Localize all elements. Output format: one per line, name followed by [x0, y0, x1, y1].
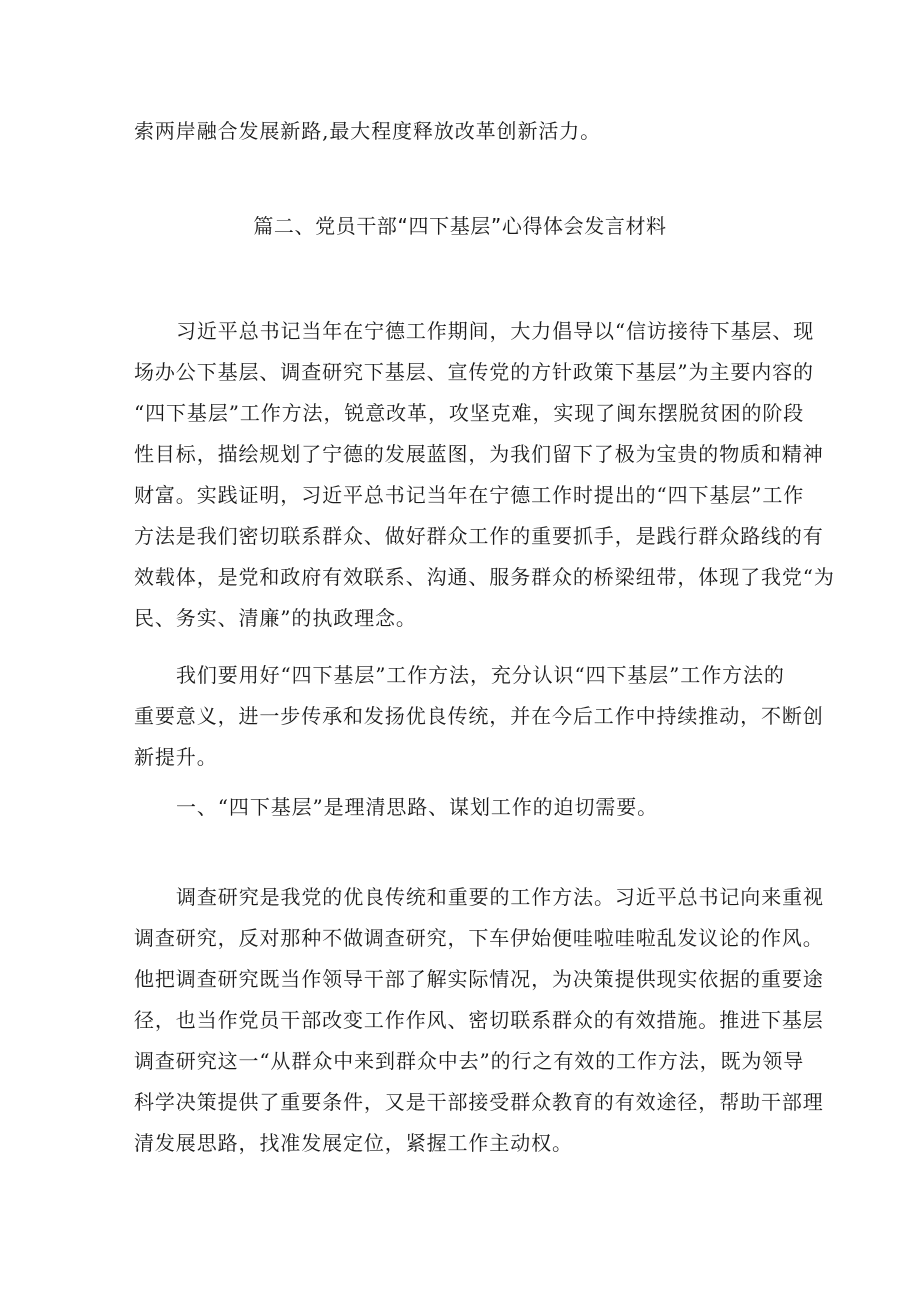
intro-carry-over-line: 索两岸融合发展新路,最大程度释放改革创新活力。	[134, 119, 602, 143]
paragraph-3-line: 科学决策提供了重要条件，又是干部接受群众教育的有效途径，帮助干部理	[134, 1090, 824, 1114]
paragraph-3-line: 径，也当作党员干部改变工作作风、密切联系群众的有效措施。推进下基层	[134, 1008, 824, 1032]
paragraph-1-line: 方法是我们密切联系群众、做好群众工作的重要抓手，是践行群众路线的有	[134, 524, 824, 548]
paragraph-1-line: 性目标，描绘规划了宁德的发展蓝图，为我们留下了极为宝贵的物质和精神	[134, 442, 824, 466]
heading-1: 一、“四下基层”是理清思路、谋划工作的迫切需要。	[176, 795, 659, 819]
paragraph-2-line: 新提升。	[134, 745, 218, 769]
paragraph-3-line: 他把调查研究既当作领导干部了解实际情况，为决策提供现实依据的重要途	[134, 967, 824, 991]
paragraph-3-line: 调查研究，反对那种不做调查研究，下车伊始便哇啦哇啦乱发议论的作风。	[134, 926, 824, 950]
paragraph-1-line: 场办公下基层、调查研究下基层、宣传党的方针政策下基层”为主要内容的	[134, 360, 814, 384]
paragraph-1-line: 效载体，是党和政府有效联系、沟通、服务群众的桥梁纽带，体现了我党“为	[134, 565, 835, 589]
paragraph-3-line: 调查研究这一“从群众中来到群众中去”的行之有效的工作方法，既为领导	[134, 1049, 805, 1073]
paragraph-3-line: 调查研究是我党的优良传统和重要的工作方法。习近平总书记向来重视	[176, 885, 824, 909]
paragraph-2-line: 我们要用好“四下基层”工作方法，充分认识“四下基层”工作方法的	[176, 663, 785, 687]
paragraph-2-line: 重要意义，进一步传承和发扬优良传统，并在今后工作中持续推动，不断创	[134, 704, 824, 728]
paragraph-1-line: 习近平总书记当年在宁德工作期间，大力倡导以“信访接待下基层、现	[176, 319, 815, 343]
paragraph-1-line: 民、务实、清廉”的执政理念。	[134, 606, 417, 630]
paragraph-3-line: 清发展思路，找准发展定位，紧握工作主动权。	[134, 1131, 573, 1155]
paragraph-1-line: 财富。实践证明，习近平总书记当年在宁德工作时提出的“四下基层”工作	[134, 483, 805, 507]
section-title: 篇二、党员干部“四下基层”心得体会发言材料	[253, 214, 667, 238]
paragraph-1-line: “四下基层”工作方法，锐意改革，攻坚克难，实现了闽东摆脱贫困的阶段	[134, 401, 805, 425]
